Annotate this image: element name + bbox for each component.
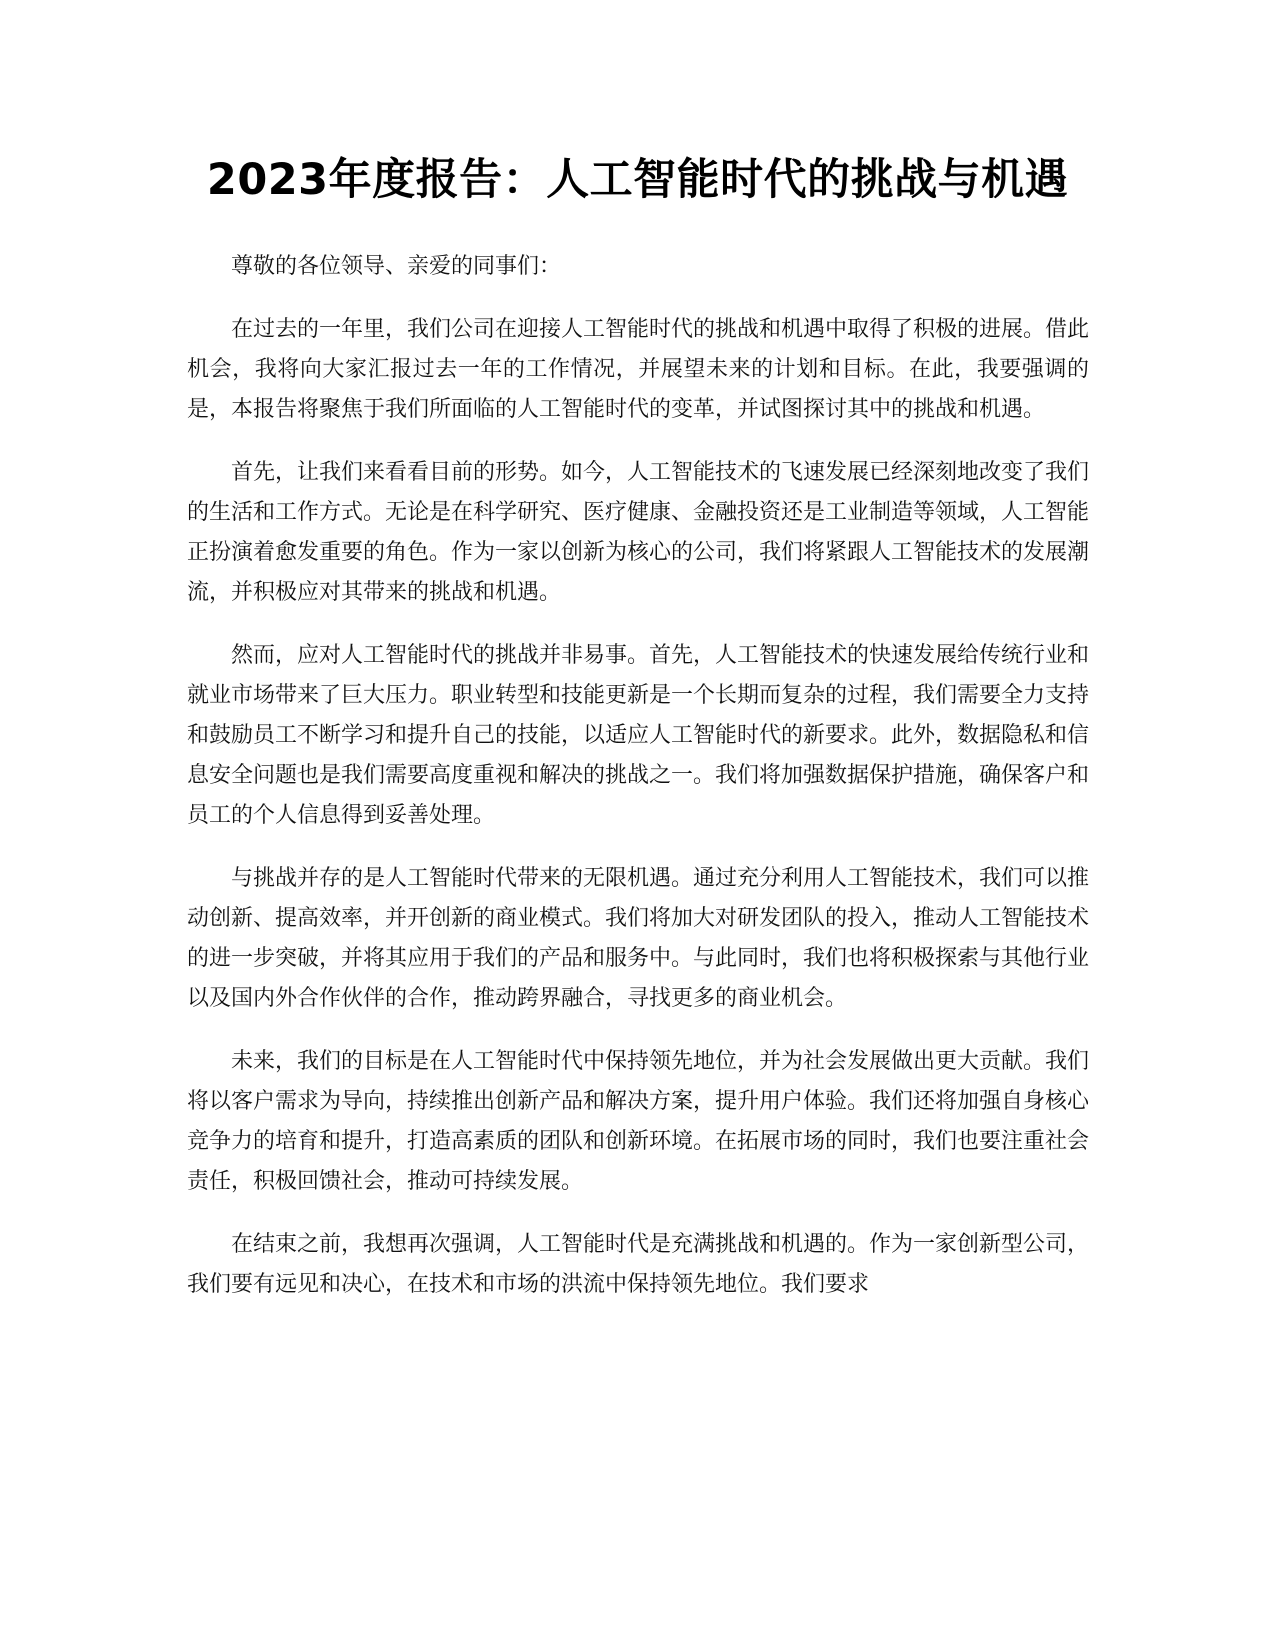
paragraph-future-goals: 未来，我们的目标是在人工智能时代中保持领先地位，并为社会发展做出更大贡献。我们将以客户需求为导向，持续推出创新产品和解决方案，提升用户体验。我们还将加强自身核心竞争力的培育和提升，打造高素质的团队和创新环境。在拓展市场的同时，我们也要注重社会责任，积极回馈社会，推动可持续发展。	[187, 1049, 1090, 1194]
document-body	[187, 247, 1089, 1328]
paragraph-closing: 在结束之前，我想再次强调，人工智能时代是充满挑战和机遇的。作为一家创新型公司，我们要有远见和决心，在技术和市场的洪流中保持领先地位。我们要求	[187, 1232, 1090, 1297]
paragraph-salutation: 尊敬的各位领导、亲爱的同事们：	[231, 254, 562, 279]
paragraph-opportunities: 与挑战并存的是人工智能时代带来的无限机遇。通过充分利用人工智能技术，我们可以推动创新、提高效率，并开创新的商业模式。我们将加大对研发团队的投入，推动人工智能技术的进一步突破，并将其应用于我们的产品和服务中。与此同时，我们也将积极探索与其他行业以及国内外合作伙伴的合作，推动跨界融合，寻找更多的商业机会。	[187, 866, 1090, 1011]
paragraph-challenges: 然而，应对人工智能时代的挑战并非易事。首先，人工智能技术的快速发展给传统行业和就业市场带来了巨大压力。职业转型和技能更新是一个长期而复杂的过程，我们需要全力支持和鼓励员工不断学习和提升自己的技能，以适应人工智能时代的新要求。此外，数据隐私和信息安全问题也是我们需要高度重视和解决的挑战之一。我们将加强数据保护措施，确保客户和员工的个人信息得到妥善处理。	[187, 643, 1090, 828]
paragraph-situation: 首先，让我们来看看目前的形势。如今，人工智能技术的飞速发展已经深刻地改变了我们的生活和工作方式。无论是在科学研究、医疗健康、金融投资还是工业制造等领域，人工智能正扮演着愈发重要的角色。作为一家以创新为核心的公司，我们将紧跟人工智能技术的发展潮流，并积极应对其带来的挑战和机遇。	[187, 460, 1090, 605]
document-title: 2023年度报告：人工智能时代的挑战与机遇	[206, 155, 1069, 205]
paragraph-intro: 在过去的一年里，我们公司在迎接人工智能时代的挑战和机遇中取得了积极的进展。借此机会，我将向大家汇报过去一年的工作情况，并展望未来的计划和目标。在此，我要强调的是，本报告将聚焦于我们所面临的人工智能时代的变革，并试图探讨其中的挑战和机遇。	[187, 317, 1090, 422]
